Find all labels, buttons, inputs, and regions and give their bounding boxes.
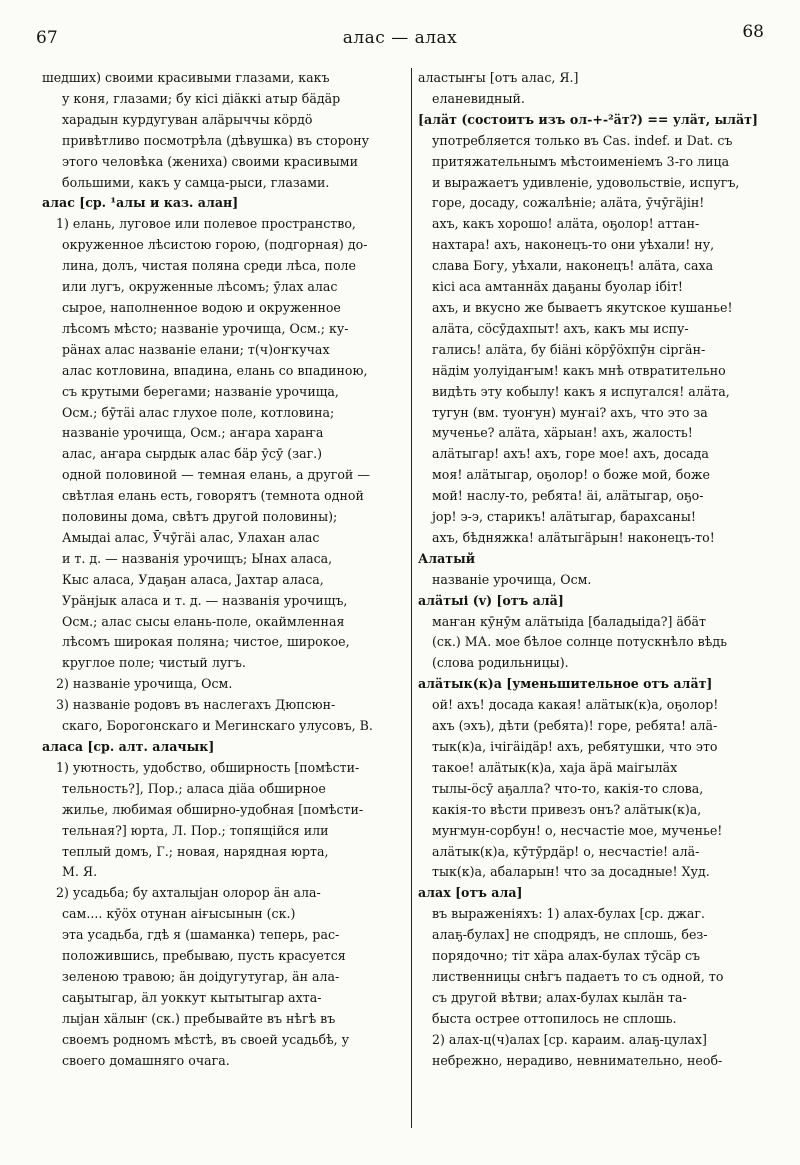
text-line: тылы-ӧсӯ аҕалла? что-то, какія-то слова, [432, 780, 704, 796]
text-line: 2) алах-ц(ч)алах [ср. караим. алаҕ-цулах] [432, 1031, 707, 1047]
text-line: мученье? алäта, хäрыан! ахъ, жалость! [432, 425, 693, 441]
text-line: сам.... кӯöх отунан аіғысынын (ск.) [62, 906, 296, 922]
text-line: большими, какъ у самца-рыси, глазами. [62, 174, 330, 190]
text-line: алас котловина, впадина, елань со впадиною, [62, 362, 368, 378]
text-line: названіе урочища, Осм. [432, 571, 592, 587]
text-line: окруженное лѣсистою горою, (подгорная) до- [62, 237, 368, 253]
text-line: половины дома, свѣтъ другой половины); [62, 509, 338, 525]
text-line: алäтык(к)а [уменьшительное отъ алäт] [418, 676, 713, 692]
text-line: ахъ, какъ хорошо! алäта, оҕолор! аттан- [432, 216, 700, 232]
text-line: ахъ, и вкусно же бываетъ якутское кушанье! [432, 299, 733, 315]
text-line: алäта, сӧсӯдахпыт! ахъ, какъ мы испу- [432, 320, 689, 336]
text-line: 2) названіе урочища, Осм. [56, 676, 233, 692]
text-line: или лугъ, окруженные лѣсомъ; ӯлах алас [62, 279, 338, 295]
text-line: алах [отъ ала] [418, 885, 523, 901]
text-line: нахтара! ахъ, наконецъ-то они уѣхали! ну, [432, 237, 715, 253]
text-line: шедших) своими красивыми глазами, какъ [42, 70, 330, 85]
page-number-right: 68 [742, 22, 764, 42]
text-line: лина, долъ, чистая поляна среди лѣса, поле [62, 258, 356, 274]
text-line: ахъ (эхъ), дѣти (ребята)! горе, ребята! алä- [432, 718, 718, 734]
text-line: еланевидный. [432, 90, 525, 106]
text-line: саҕытыгар, äл уоккут кытытыгар ахта- [62, 989, 322, 1005]
text-line: моя! алäтыгар, оҕолор! о боже мой, боже [432, 467, 710, 483]
text-line: круглое поле; чистый лугъ. [62, 655, 246, 671]
text-line: аласа [ср. алт. алачык] [42, 739, 215, 754]
text-line: лыјан хäлыҥ (ск.) пребывайте въ нѣгѣ въ [62, 1010, 336, 1026]
text-line: у коня, глазами; бу кісі діäккі атыр бäдäр [62, 90, 341, 106]
text-line: жилье, любимая обширно-удобная [помѣсти- [62, 801, 364, 817]
text-line: эта усадьба, гдѣ я (шаманка) теперь, рас- [62, 927, 340, 943]
text-line: и выражаетъ удивленіе, удовольствіе, испугъ, [432, 174, 740, 190]
text-line: 3) названіе родовъ въ наслегахъ Дюпсюн- [56, 697, 336, 713]
text-line: 2) усадьба; бу ахталыјан олорор äн ала- [56, 885, 321, 901]
text-line: такое! алäтык(к)а, хаја äрä маігылäх [432, 759, 678, 775]
text-line: нäдім уолуідаҥым! какъ мнѣ отвратительно [432, 362, 726, 378]
text-line: горе, досаду, сожалѣніе; алäта, ӯчӯгäjін! [432, 195, 705, 211]
text-line: небрежно, нерадиво, невнимательно, необ- [432, 1052, 723, 1068]
text-line: Алатый [418, 550, 476, 566]
text-line: алас, аҥара сырдык алас бäр ӯсӯ (заг.) [62, 446, 323, 462]
text-line: лѣсомъ широкая поляна; чистое, широкое, [62, 634, 350, 650]
text-line: одной половиной — темная елань, а другой — [62, 467, 370, 483]
text-line: Осм.; бӯтäі алас глухое поле, котловина; [62, 404, 335, 420]
text-line: названіе урочища, Осм.; аҥара хараҥа [62, 425, 324, 441]
text-line: 1) уютность, удобство, обширность [помѣсти- [56, 759, 360, 775]
text-line: быста острее оттопилось не сплошь. [432, 1010, 677, 1026]
running-head: алас — алах [342, 28, 458, 48]
text-line: Урäнјык аласа и т. д. — названія урочищъ, [62, 592, 348, 608]
text-line: порядочно; тіт хäра алах-булах тӯсäр съ [432, 948, 701, 964]
text-line: харадын курдугуван алäрыччы кöрдö [62, 111, 313, 127]
text-line: какія-то вѣсти привезъ онъ? алäтык(к)а, [432, 801, 702, 817]
text-line: гались! алäта, бу біäні кӧрӯӧхпӯн сіргäн- [432, 341, 706, 357]
text-line: притяжательнымъ мѣстоименіемъ 3-го лица [432, 153, 730, 169]
text-line: свѣтлая елань есть, говорятъ (темнота одной [62, 488, 364, 504]
text-line: тельность?], Пор.; аласа діäа обширное [62, 780, 326, 796]
text-line: [алäт (состоитъ изъ ол-+-²äт?) == улäт, ылäт] [418, 111, 758, 127]
text-line: рäнах алас названіе елани; т(ч)оҥкучах [62, 341, 330, 357]
page-number-left: 67 [36, 28, 58, 48]
text-line: этого человѣка (жениха) своими красивыми [62, 153, 358, 169]
text-line: съ крутыми берегами; названіе урочища, [62, 383, 339, 399]
text-line: съ другой вѣтви; алах-булах кылäн та- [432, 989, 687, 1005]
text-line: јор! э-э, старикъ! алäтыгар, барахсаны! [432, 509, 696, 525]
text-line: лѣсомъ мѣсто; названіе урочища, Осм.; ку- [62, 320, 349, 336]
text-line: (ск.) МА. мое бѣлое солнце потускнѣло вѣдь [432, 634, 727, 650]
text-line: М. Я. [62, 864, 98, 880]
text-line: мой! наслу-то, ребята! äі, алäтыгар, оҕо- [432, 488, 704, 504]
text-line: Кыс аласа, Удаҕан аласа, Јахтар аласа, [62, 571, 324, 587]
text-line: употребляется только въ Cas. indef. и Dat. съ [432, 132, 733, 148]
text-line: муҥмун-сорбун! о, несчастіе мое, мученье! [432, 822, 723, 838]
text-line: ахъ, бѣдняжка! алäтыгäрын! наконецъ-то! [432, 529, 715, 545]
text-line: тык(к)а, абаларын! что за досадные! Худ. [432, 864, 710, 880]
text-line: теплый домъ, Г.; новая, нарядная юрта, [62, 843, 329, 859]
text-line: видѣть эту кобылу! какъ я испугался! алäта, [432, 383, 730, 399]
text-line: кісі аса амтаннäх даҕаны буолар ібіт! [432, 279, 683, 295]
text-line: алäтыі (v) [отъ алä] [418, 592, 564, 608]
text-line: ой! ахъ! досада какая! алäтык(к)а, оҕолор! [432, 697, 719, 713]
text-line: тельная?] юрта, Л. Пор.; топящійся или [62, 822, 329, 838]
text-line: слава Богу, уѣхали, наконецъ! алäта, саха [432, 258, 714, 274]
text-line: лиственницы снѣгъ падаетъ то съ одной, то [432, 968, 724, 984]
text-line: привѣтливо посмотрѣла (дѣвушка) въ сторону [62, 132, 370, 148]
text-line: алäтыгар! ахъ! ахъ, горе мое! ахъ, досада [432, 446, 709, 462]
text-line: Осм.; алас сысы елань-поле, окаймленная [62, 613, 345, 629]
left-column [42, 68, 407, 1072]
text-line: тугун (вм. туоҥун) муҥаі? ахъ, что это за [432, 404, 708, 420]
text-line: въ выраженіяхъ: 1) алах-булах [ср. джаг. [432, 906, 705, 922]
text-line: аластыҥы [отъ алас, Я.] [418, 70, 579, 85]
text-line: (слова родильницы). [432, 655, 569, 671]
text-line: алаҕ-булах] не сподрядъ, не сплошь, без- [432, 927, 708, 943]
text-line: зеленою травою; äн доідугутугар, äн ала- [62, 968, 340, 984]
text-line: алас [ср. ¹алы и каз. алан] [42, 195, 239, 211]
text-line: скаго, Борогонскаго и Мегинскаго улусовъ, В. [62, 718, 373, 734]
text-line: сырое, наполненное водою и окруженное [62, 299, 341, 315]
page-header [36, 22, 764, 56]
text-line: 1) елань, луговое или полевое пространство, [56, 216, 356, 232]
text-line: положившись, пребываю, пусть красуется [62, 948, 346, 964]
right-column [418, 68, 768, 1072]
column-divider [411, 68, 412, 1128]
text-line: алäтык(к)а, кӯтӯрдäр! о, несчастіе! алä- [432, 843, 700, 859]
text-line: тык(к)а, ічігäідäр! ахъ, ребятушки, что это [432, 739, 718, 754]
text-line: маҥан кӯнӯм алäтыіда [баладыіда?] äбäт [432, 613, 706, 629]
text-line: своемъ родномъ мѣстѣ, въ своей усадьбѣ, у [62, 1031, 350, 1047]
text-line: Амыдаі алас, Ӯчӯгäі алас, Улахан алас [62, 529, 320, 545]
text-line: своего домашняго очага. [62, 1052, 230, 1068]
text-line: и т. д. — названія урочищъ; Ынах аласа, [62, 550, 333, 566]
